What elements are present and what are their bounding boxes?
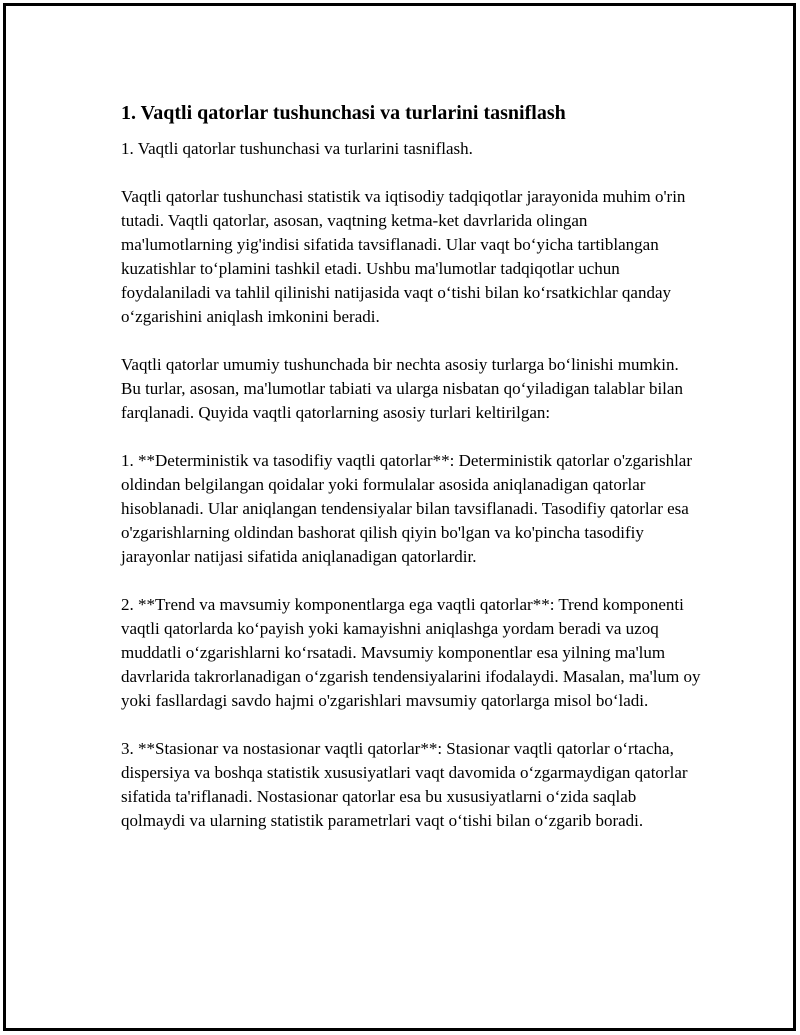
document-body: [121, 100, 701, 857]
paragraph-item-1: 1. **Deterministik va tasodifiy vaqtli qatorlar**: Deterministik qatorlar o'zgarishlar oldindan belgilangan qoidalar yoki formulalar asosida aniqlanadigan qatorlar hisoblanadi. Ular aniqlangan tendensiyalar bilan tavsiflanadi. Tasodifiy qatorlar esa o'zgarishlarning oldindan bashorat qilish qiyin bo'lgan va ko'pincha tasodifiy jarayonlar natijasi sifatida aniqlanadigan qatorlardir.: [121, 451, 692, 566]
paragraph-intro: Vaqtli qatorlar tushunchasi statistik va iqtisodiy tadqiqotlar jarayonida muhim o'rin tutadi. Vaqtli qatorlar, asosan, vaqtning ketma-ket davrlarida olingan ma'lumotlarning yig'indisi sifatida tavsiflanadi. Ular vaqt bo‘yicha tartiblangan kuzatishlar to‘plamini tashkil etadi. Ushbu ma'lumotlar tadqiqotlar uchun foydalaniladi va tahlil qilinishi natijasida vaqt o‘tishi bilan ko‘rsatkichlar qanday o‘zgarishini aniqlash imkonini beradi.: [121, 187, 686, 326]
page-title: 1. Vaqtli qatorlar tushunchasi va turlarini tasniflash: [121, 102, 566, 124]
document-page: [3, 3, 796, 1031]
paragraph-item-2: 2. **Trend va mavsumiy komponentlarga ega vaqtli qatorlar**: Trend komponenti vaqtli qatorlarda ko‘payish yoki kamayishni aniqlashga yordam beradi va uzoq muddatli o‘zgarishlarni ko‘rsatadi. Mavsumiy komponentlar esa yilning ma'lum davrlarida takrorlanadigan o‘zgarish tendensiyalarini ifodalaydi. Masalan, ma'lum oy yoki fasllardagi savdo hajmi o'zgarishlari mavsumiy qatorlarga misol bo‘ladi.: [121, 595, 701, 710]
paragraph-item-3: 3. **Stasionar va nostasionar vaqtli qatorlar**: Stasionar vaqtli qatorlar o‘rtacha, dispersiya va boshqa statistik xususiyatlari vaqt davomida o‘zgarmaydigan qatorlar sifatida ta'riflanadi. Nostasionar qatorlar esa bu xususiyatlarni o‘zida saqlab qolmaydi va ularning statistik parametrlari vaqt o‘tishi bilan o‘zgarib boradi.: [121, 739, 688, 830]
paragraph-subtitle: 1. Vaqtli qatorlar tushunchasi va turlarini tasniflash.: [121, 139, 473, 158]
paragraph-types-overview: Vaqtli qatorlar umumiy tushunchada bir nechta asosiy turlarga bo‘linishi mumkin. Bu turlar, asosan, ma'lumotlar tabiati va ularga nisbatan qo‘yiladigan talablar bilan farqlanadi. Quyida vaqtli qatorlarning asosiy turlari keltirilgan:: [121, 355, 683, 422]
